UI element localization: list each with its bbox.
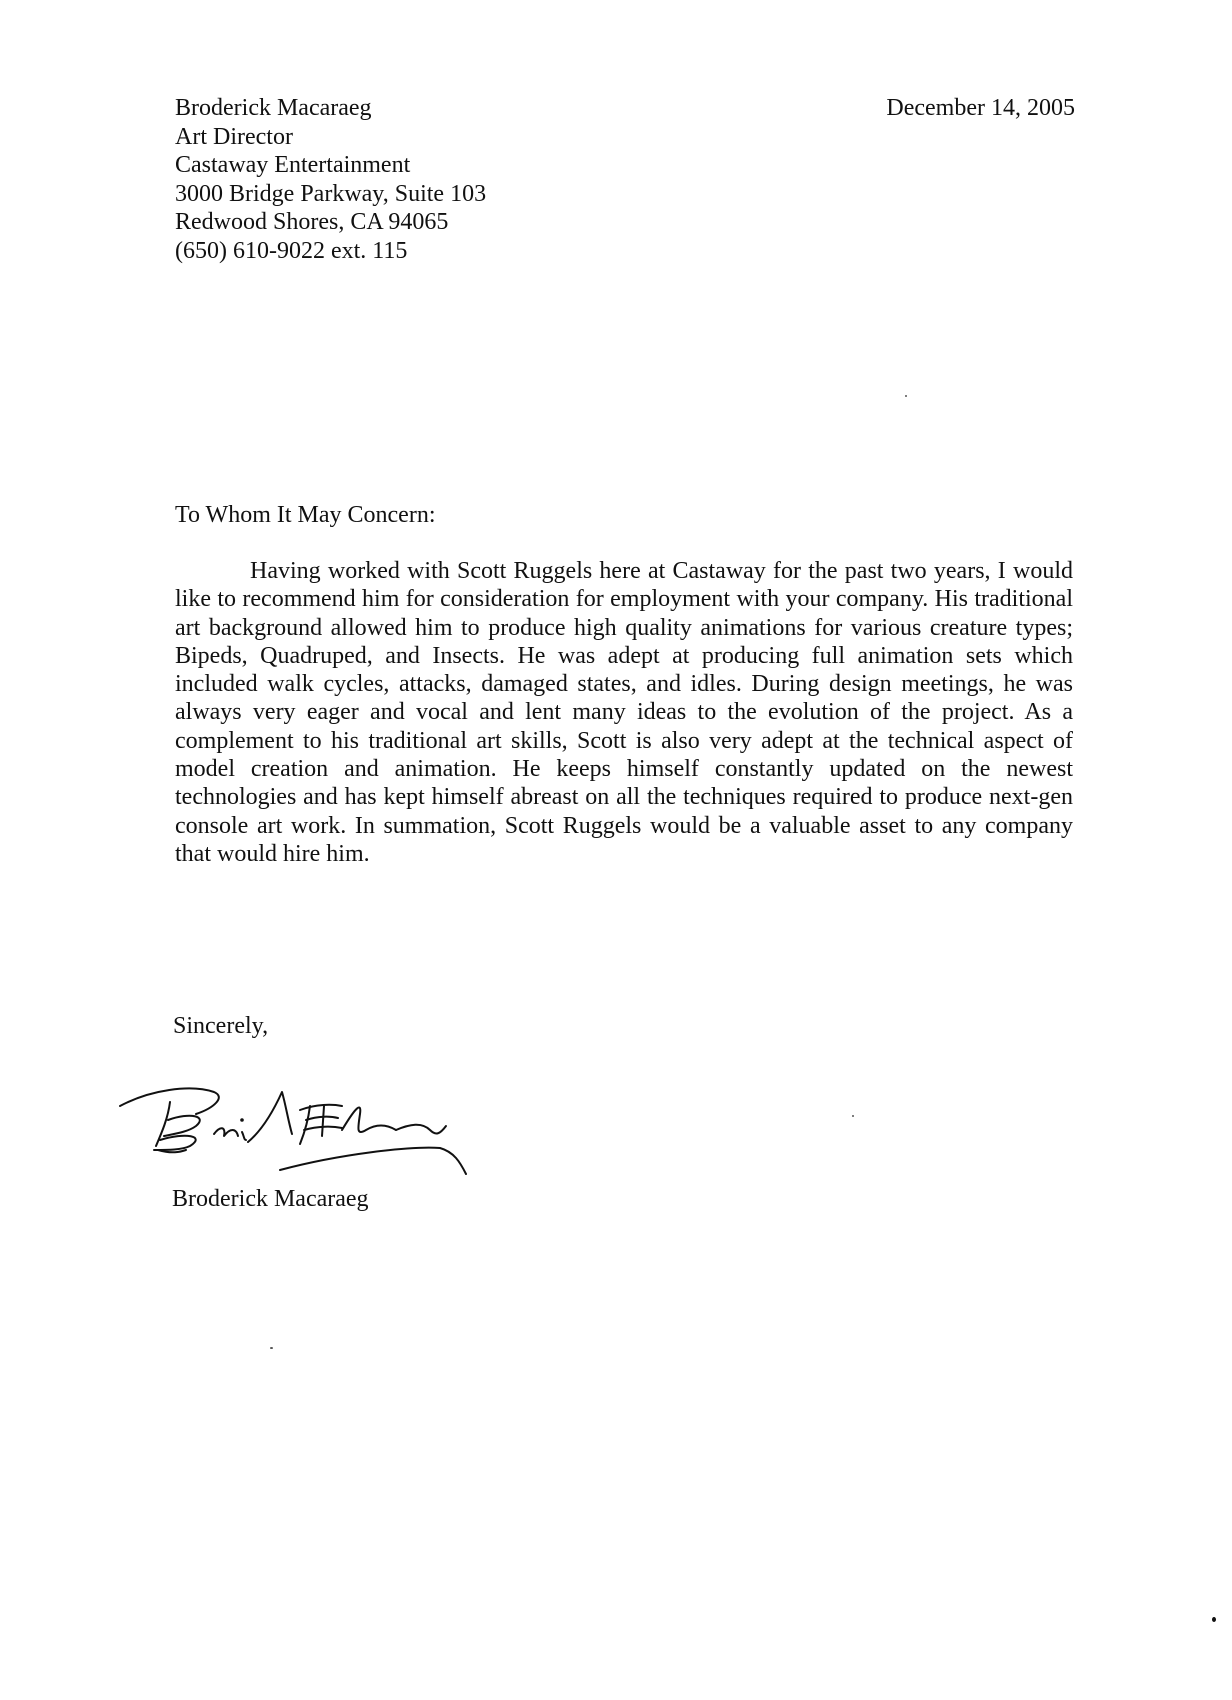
signed-name: Broderick Macaraeg	[172, 1186, 369, 1212]
sender-company: Castaway Entertainment	[175, 152, 411, 178]
sender-phone: (650) 610-9022 ext. 115	[175, 237, 408, 264]
scan-speck	[270, 1347, 273, 1349]
sender-address-block	[175, 94, 486, 265]
sender-title: Art Director	[175, 123, 293, 150]
scan-speck	[905, 395, 907, 397]
letter-body: Having worked with Scott Ruggels here at Castaway for the past two years, I would like to recommend him for consideration for employment with your company. His traditional art background allowed him to produce high quality animations for various creature types; Bipeds, Quadruped, and Insects. He was adept at producing full animation sets which included walk cycles, attacks, damaged states, and idles. During design meetings, he was always very eager and vocal and lent many ideas to the evolution of the project. As a complement to his traditional art skills, Scott is also very adept at the technical aspect of model creation and animation. He keeps himself constantly updated on the newest technologies and has kept himself abreast on all the techniques required to produce next-gen console art work. In summation, Scott Ruggels would be a valuable asset to any company that would hire him.	[175, 558, 1073, 867]
letter-date: December 14, 2005	[886, 95, 1075, 121]
closing: Sincerely,	[173, 1013, 269, 1039]
sender-city: Redwood Shores, CA 94065	[175, 209, 449, 235]
signature-icon	[110, 1070, 530, 1185]
salutation: To Whom It May Concern:	[175, 502, 436, 528]
scan-speck	[852, 1115, 854, 1117]
scan-speck	[1212, 1617, 1216, 1622]
sender-street: 3000 Bridge Parkway, Suite 103	[175, 180, 487, 207]
sender-name: Broderick Macaraeg	[175, 95, 372, 121]
